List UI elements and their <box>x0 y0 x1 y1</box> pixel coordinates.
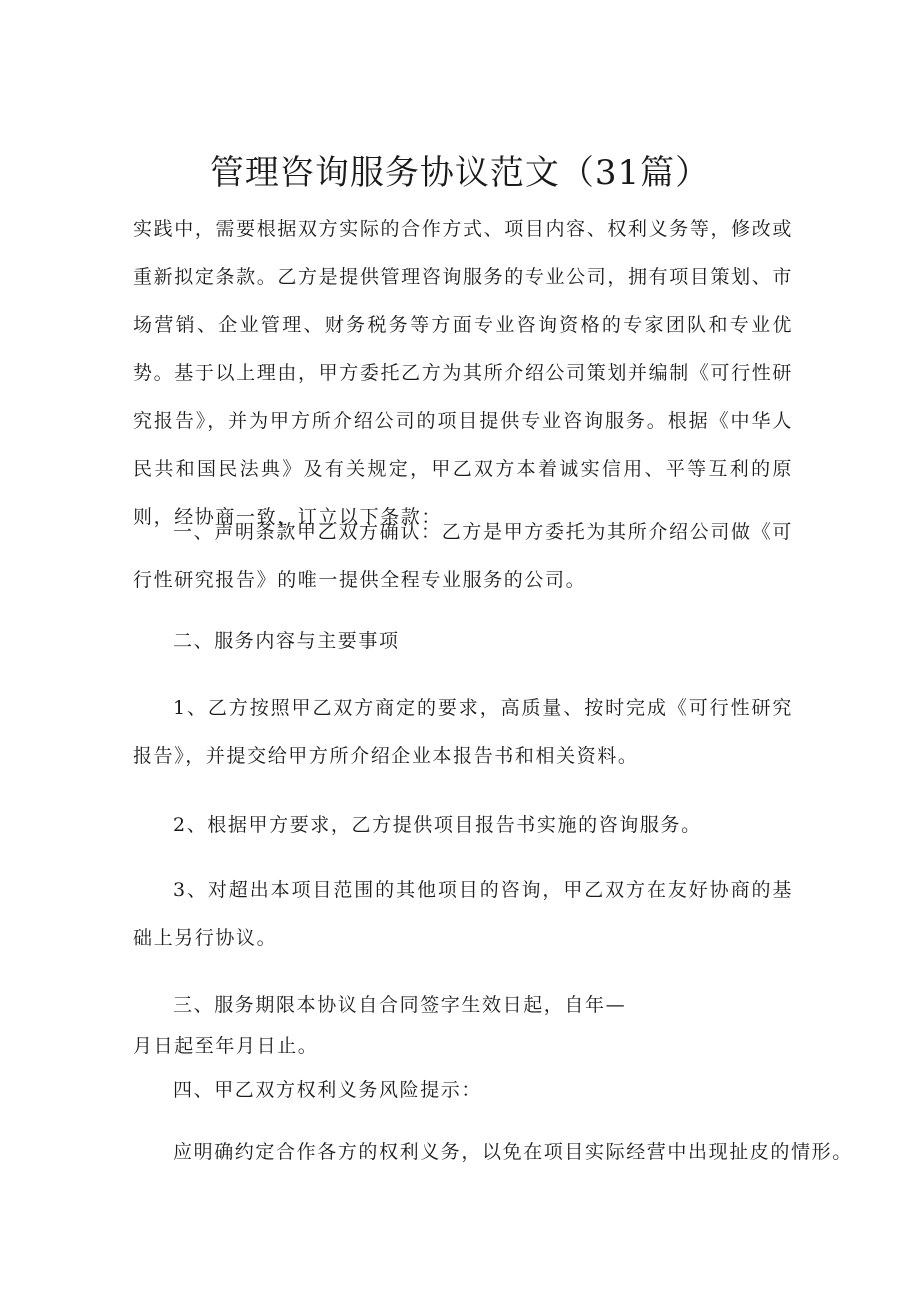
section-4-risk-text: 应明确约定合作各方的权利义务，以免在项目实际经营中出现扯皮的情形。 <box>173 1141 853 1163</box>
section-1-declaration: 一、声明条款甲乙双方确认：乙方是甲方委托为其所介绍公司做《可行性研究报告》的唯一提供全程专业服务的公司。 <box>133 521 793 591</box>
service-item-1: 1、乙方按照甲乙双方商定的要求，高质量、按时完成《可行性研究报告》，并提交给甲方所介绍企业本报告书和相关资料。 <box>133 697 793 767</box>
intro-paragraph: 实践中，需要根据双方实际的合作方式、项目内容、权利义务等，修改或重新拟定条款。乙方是提供管理咨询服务的专业公司，拥有项目策划、市场营销、企业管理、财务税务等方面专业咨询资格的专家团队和专业优势。基于以上理由，甲方委托乙方为其所介绍公司策划并编制《可行性研究报告》，并为甲方所介绍公司的项目提供专业咨询服务。根据《中华人民共和国民法典》及有关规定，甲乙双方本着诚实信用、平等互利的原则，经协商一致，订立以下条款： <box>133 218 793 528</box>
section-4-heading: 四、甲乙双方权利义务风险提示： <box>173 1079 483 1101</box>
section-3-term-line-2: 月日起至年月日止。 <box>133 1035 319 1057</box>
service-item-2: 2、根据甲方要求，乙方提供项目报告书实施的咨询服务。 <box>173 814 702 836</box>
section-3-term-line-1: 三、服务期限本协议自合同签字生效日起，自年— <box>173 994 627 1016</box>
section-2-heading: 二、服务内容与主要事项 <box>173 630 400 652</box>
document-title: 管理咨询服务协议范文（31篇） <box>209 153 711 193</box>
service-item-3: 3、对超出本项目范围的其他项目的咨询，甲乙双方在友好协商的基础上另行协议。 <box>133 879 793 949</box>
